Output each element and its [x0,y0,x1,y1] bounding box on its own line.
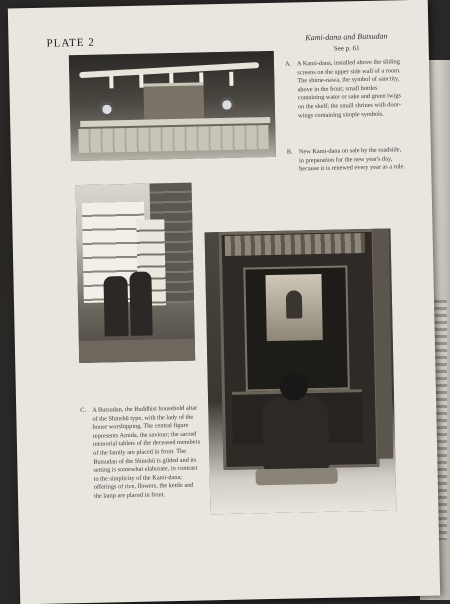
vendor-figure [129,272,152,336]
caption-a [285,58,405,144]
page-reference: See p. 61 [333,44,360,53]
kneeling-woman [262,396,330,471]
floor-cushion [256,468,338,486]
green-twigs [220,94,234,116]
section-title: Kami-dana and Butsudan [305,31,388,43]
caption-a-text: A Kami-dana, installed above the sliding screens on the upper side wall of a room. The shime-nawa, the symbol of sanctity, above in the front; small bottles containing water or sake and green twigs on the shelf; the small shrines with door-wings containing simple symbols. [296,58,401,119]
caption-c-letter: C. [80,406,87,415]
caption-b-letter: B. [286,148,293,156]
photo-shrine-vendors [76,183,196,363]
photo-butsudan [205,228,397,514]
vendor-figure [103,276,128,336]
plate-label: PLATE 2 [46,36,95,50]
rope-tassel [229,72,233,86]
caption-a-letter: A. [284,60,292,68]
caption-c [80,405,202,517]
street-ground [79,339,195,363]
photo-kami-dana [69,51,276,161]
miniature-shrine [143,82,204,120]
caption-b [287,146,406,188]
buddha-figure [286,290,303,318]
book-page [8,0,440,604]
rope-tassel [109,74,113,88]
sliding-screens [78,125,268,153]
green-twigs [100,98,114,120]
caption-c-text: A Butsudan, the Buddhist household altar of the Shinshū type, with the lady of the house worshipping. The central figure represents Amida, the saviour; the sacred memorial tablets of the deceased members of the family are placed in front. The Butsudan of the Shinshū is gilded and its setting is somewhat elaborate, in contrast to the simplicity of the Kami-dana; offerings of rice, flowers, the kettle and the lamp are placed in front. [92,404,201,500]
carved-lintel [225,233,365,256]
caption-b-text: New Kami-dana on sale by the roadside, in preparation for the new year's day, because it is renewed every year as a rule. [298,146,406,173]
